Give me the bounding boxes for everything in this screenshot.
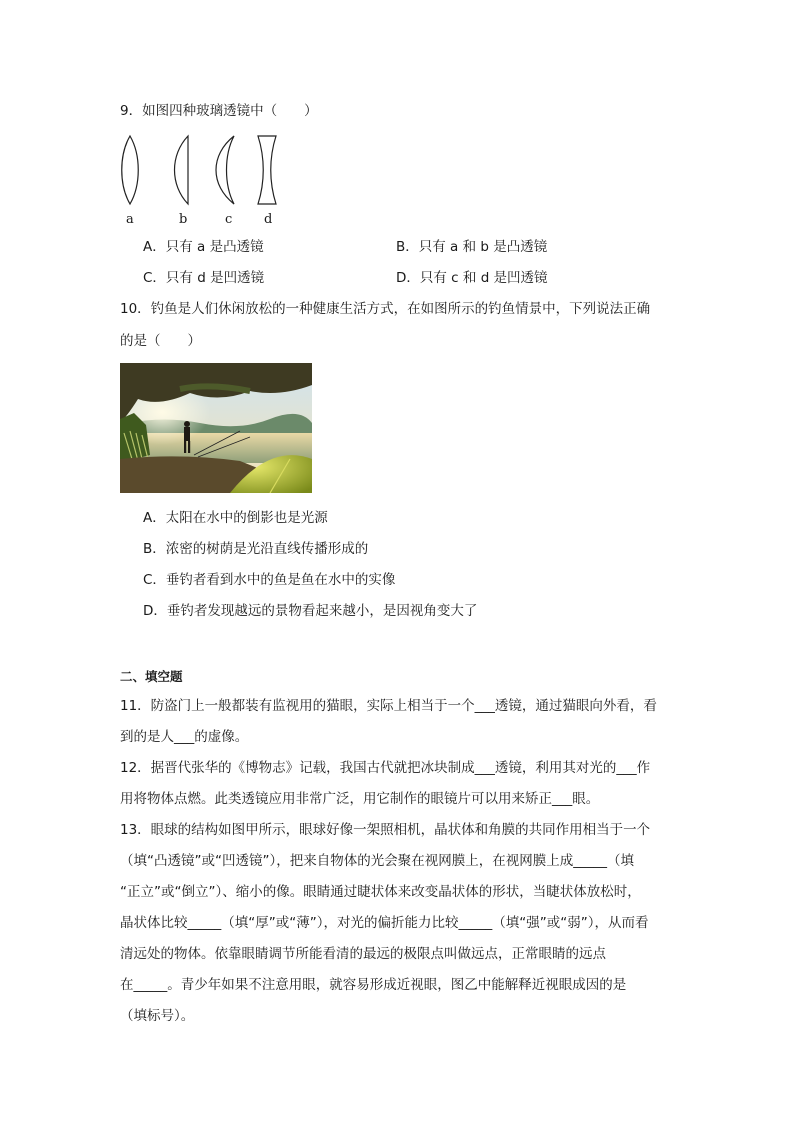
lens-c-meniscus <box>216 136 234 204</box>
section-fill-in-title: 二、填空题 <box>120 669 183 684</box>
q11-line1: 11．防盗门上一般都装有监视用的猫眼，实际上相当于一个___透镜，通过猫眼向外看，看 <box>120 698 657 714</box>
q9-option-d[interactable]: D．只有 c 和 d 是凹透镜 <box>396 270 548 286</box>
q9-stem: 9．如图四种玻璃透镜中（ ） <box>120 103 318 119</box>
q13-line7: （填标号）。 <box>120 1008 195 1024</box>
q13-line5: 清远处的物体。依靠眼睛调节所能看清的最远的极限点叫做远点，正常眼睛的远点 <box>120 946 606 962</box>
lens-a-biconvex <box>122 136 139 204</box>
q9-option-c[interactable]: C．只有 d 是凹透镜 <box>143 270 265 286</box>
lens-label-b: b <box>179 212 188 227</box>
q13-line2: （填“凸透镜”或“凹透镜”），把来自物体的光会聚在视网膜上，在视网膜上成_____（填 <box>120 853 634 869</box>
q10-stem-line1: 10．钓鱼是人们休闲放松的一种健康生活方式，在如图所示的钓鱼情景中，下列说法正确 <box>120 301 651 317</box>
q10-stem-line2: 的是（ ） <box>120 333 201 349</box>
q13-line3: “正立”或“倒立”）、缩小的像。眼睛通过睫状体来改变晶状体的形状，当睫状体放松时， <box>120 884 641 900</box>
fishing-scene-image <box>120 363 312 493</box>
q10-option-a[interactable]: A．太阳在水中的倒影也是光源 <box>143 510 328 526</box>
lens-d-biconcave <box>258 136 276 204</box>
q12-line2: 用将物体点燃。此类透镜应用非常广泛，用它制作的眼镜片可以用来矫正___眼。 <box>120 791 600 807</box>
q13-line6: 在_____。青少年如果不注意用眼，就容易形成近视眼，图乙中能解释近视眼成因的是 <box>120 977 627 993</box>
q10-option-c[interactable]: C．垂钓者看到水中的鱼是鱼在水中的实像 <box>143 572 396 588</box>
lens-label-a: a <box>126 212 134 227</box>
lens-diagram <box>110 130 290 215</box>
q9-option-b[interactable]: B．只有 a 和 b 是凸透镜 <box>396 239 548 255</box>
lens-b-plano-convex <box>175 136 189 204</box>
q10-option-b[interactable]: B．浓密的树荫是光沿直线传播形成的 <box>143 541 369 557</box>
q12-line1: 12．据晋代张华的《博物志》记载，我国古代就把冰块制成___透镜，利用其对光的___作 <box>120 760 651 776</box>
lens-label-c: c <box>225 212 233 227</box>
lens-label-d: d <box>264 212 273 227</box>
q11-line2: 到的是人___的虚像。 <box>120 729 249 745</box>
q9-option-a[interactable]: A．只有 a 是凸透镜 <box>143 239 264 255</box>
q13-line1: 13．眼球的结构如图甲所示，眼球好像一架照相机，晶状体和角膜的共同作用相当于一个 <box>120 822 651 838</box>
q10-option-d[interactable]: D．垂钓者发现越远的景物看起来越小，是因视角变大了 <box>143 603 478 619</box>
q13-line4: 晶状体比较_____（填“厚”或“薄”），对光的偏折能力比较_____（填“强”或“弱”），从而看 <box>120 915 649 931</box>
